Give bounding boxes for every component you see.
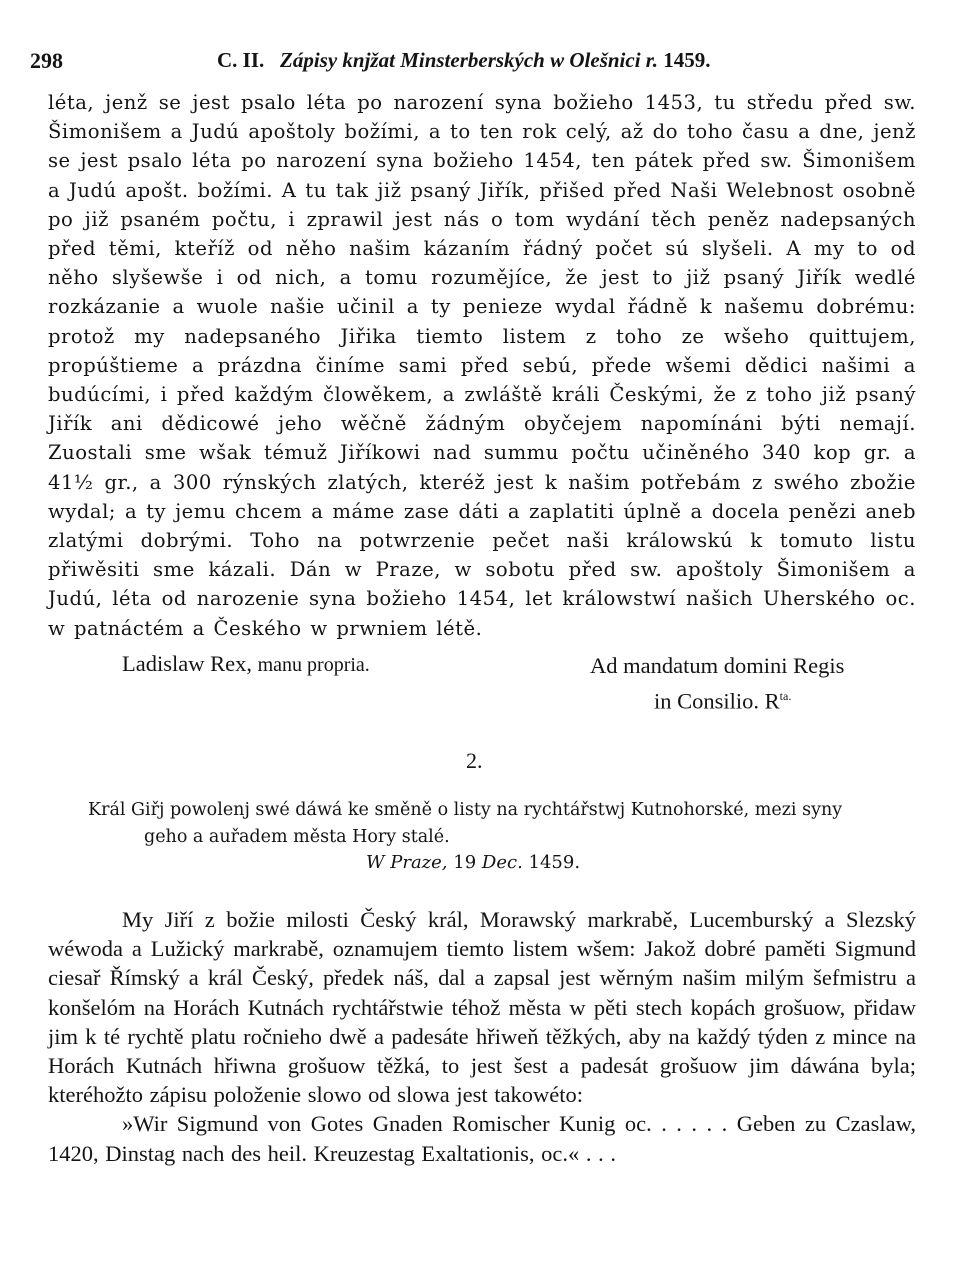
date-year: 1459.: [528, 852, 581, 873]
regest-line-2: geho a auřadem města Hory stalé.: [144, 827, 450, 847]
date-month: Dec.: [481, 852, 523, 873]
header-year: 1459.: [663, 48, 711, 72]
date-line: [366, 852, 580, 873]
chancery-note: [590, 651, 910, 717]
charter-2-paragraph: My Jiří z božie milosti Český král, Morawský markrabě, Lucemburský a Slezský wéwoda a Lužický markrabě, oznamujem tiemto listem wšem: Jakož dobré paměti Sigmund ciesař Římský a král Český, předek náš, dal a zapsal jest wěrným našim milým šefmistru a konšelóm na Horách Kutnách rychtářstwie téhož města w pěti stech kopách grošuow, přidaw jim k té rychtě platu ročnieho dwě a padesáte hřiweň těžkých, aby na každý týden z mince na Horách Kutnách hřiwna grošuow těžká, to jest šest a padesát grošuow jim dáwána byla; kteréhožto zápisu položenie slowo od slowa jest takowéto:: [48, 907, 916, 1108]
chancery-note-line1: Ad mandatum domini Regis: [590, 653, 845, 678]
running-header: [30, 38, 930, 78]
charter-paragraph: léta, jenž se jest psalo léta po narození syna božieho 1453, tu středu před sw. Šimonišem a Judú apoštoly božími, a to ten rok celý, až do toho času a dne, jenž se jest psalo léta po narození syna božieho 1454, ten pátek před sw. Šimonišem a Judú apošt. božími. A tu tak již psaný Jiřík, přišed před Naši Welebnost osobně po již psaném počtu, i zprawil jest nás o tom wydání těch peněz nadepsaných před těmi, kteříž od něho našim kázaním řádný počet sú slyšeli. A my to od něho slyšewše i od nich, a tomu rozumějíce, že jest to již psaný Jiřík wedlé rozkázanie a wuole našie učinil a ty penieze wydal řádně k našemu dobrému: protož my nadepsaného Jiřika tiemto listem z toho ze wšeho quittujem, propúštieme a prázdna činíme sami před sebú, přede wšemi dědici našimi a budúcími, i před každým člowěkem, a zwláště králi Českými, že z toho již psaný Jiřík ani dědicowé jeho wěčně žádným obyčejem napomínáni býti nemají. Zuostali sme wšak témuž Jiříkowi nad summu počtu učiněného 340 kop gr. a 41½ gr., a 300 rýnských zlatých, kteréž jest k našim potřebám z swého zbožie wydal; a ty jemu chcem a máme zase dáti a zaplatiti úplně a docela penězi aneb zlatými dobrými. Toho na potwrzenie pečet naši králowskú k tomuto listu přiwěsiti sme kázali. Dán w Praze, w sobotu před sw. apoštoly Šimonišem a Judú, léta od narozenie syna božieho 1454, let králowstwí našich Uherského oc. w patnáctém a Českého w prwniem létě.: [48, 91, 916, 640]
signature-note: manu propria.: [257, 654, 370, 676]
chapter-label: C. II.: [217, 48, 265, 72]
chancery-note-sup: ta.: [779, 689, 792, 703]
regest-line-1: Král Giřj powolenj swé dáwá ke směně o listy na rychtářstwj Kutnohorské, mezi syny: [88, 800, 843, 820]
chancery-note-line2-wrap: [590, 681, 910, 717]
document-regest: [88, 797, 918, 851]
running-title: [217, 48, 711, 73]
date-place: W Praze,: [366, 852, 448, 873]
charter-text-1: [48, 88, 916, 643]
header-title: Zápisy knjžat Minsterberských w Olešnici r.: [280, 48, 659, 72]
page-number: 298: [30, 48, 63, 73]
charter-text-2: [48, 905, 916, 1168]
date-day: 19: [453, 852, 477, 873]
chancery-note-line2: in Consilio. R: [654, 688, 780, 714]
royal-signature: [122, 651, 370, 677]
signature-name: Ladislaw Rex,: [122, 651, 252, 676]
charter-2-quote: »Wir Sigmund von Gotes Gnaden Romischer Kunig oc. . . . . . Geben zu Czaslaw, 1420, Dinstag nach des heil. Kreuzestag Exaltationis, oc.« . . .: [48, 1111, 916, 1166]
document-number: 2.: [466, 748, 483, 773]
